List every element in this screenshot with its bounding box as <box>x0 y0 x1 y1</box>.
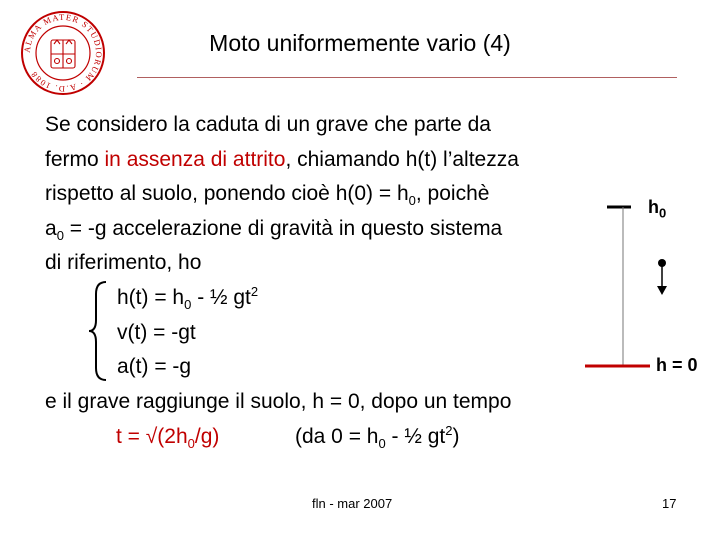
subscript: 0 <box>184 297 192 313</box>
formula-text: /g) <box>194 425 220 448</box>
superscript: 2 <box>445 423 453 438</box>
subscript: 0 <box>659 205 667 221</box>
body-line-5 <box>45 248 201 277</box>
body-text: , chiamando h(t) l’altezza <box>285 148 519 171</box>
body-text: e il grave raggiunge il suolo, h = 0, dopo un tempo <box>45 390 512 413</box>
title-divider <box>137 77 677 78</box>
subscript: 0 <box>408 193 416 209</box>
body-text: = -g accelerazione di gravità in questo sistema <box>63 217 503 240</box>
formula-text: t = √(2h <box>116 425 188 448</box>
label-text: h <box>648 197 659 217</box>
note-text: (da 0 = h <box>295 425 379 448</box>
body-line-4 <box>45 214 502 243</box>
subscript: 0 <box>56 228 64 244</box>
body-line-2 <box>45 145 519 174</box>
subscript: 0 <box>187 436 195 452</box>
body-text: rispetto al suolo, ponendo cioè h(0) = h <box>45 182 409 205</box>
curly-brace-icon <box>86 280 110 382</box>
footer-author: fln - mar 2007 <box>312 496 393 511</box>
equation-velocity <box>117 318 196 347</box>
body-text: , poichè <box>415 182 490 205</box>
fall-time-formula <box>116 422 219 451</box>
body-line-3 <box>45 179 489 208</box>
note-text: - ½ gt <box>385 425 446 448</box>
highlighted-text: in assenza di attrito <box>104 148 286 171</box>
body-text: di riferimento, ho <box>45 251 202 274</box>
note-text: ) <box>452 425 460 448</box>
body-text: fermo <box>45 148 105 171</box>
equation-text: v(t) = -gt <box>117 321 196 344</box>
equation-text: h(t) = h <box>117 286 185 309</box>
equation-text: - ½ gt <box>191 286 251 309</box>
superscript: 2 <box>250 284 259 299</box>
slide-title: Moto uniformemente vario (4) <box>209 30 511 56</box>
initial-height-label <box>648 197 667 221</box>
equation-position <box>117 283 258 312</box>
subscript: 0 <box>378 436 386 452</box>
equation-acceleration <box>117 352 191 381</box>
body-text: a <box>45 217 57 240</box>
ground-level-label: h = 0 <box>656 355 698 375</box>
body-line-9 <box>45 387 511 416</box>
body-text: Se considero la caduta di un grave che parte da <box>45 113 491 136</box>
body-line-1 <box>45 110 491 139</box>
svg-text:ALMA MATER STUDIORUM · A.D. 10: ALMA MATER STUDIORUM · A.D. 1088 <box>21 11 105 95</box>
derivation-note <box>295 422 459 451</box>
equation-text: a(t) = -g <box>117 355 192 378</box>
page-number: 17 <box>662 496 677 511</box>
